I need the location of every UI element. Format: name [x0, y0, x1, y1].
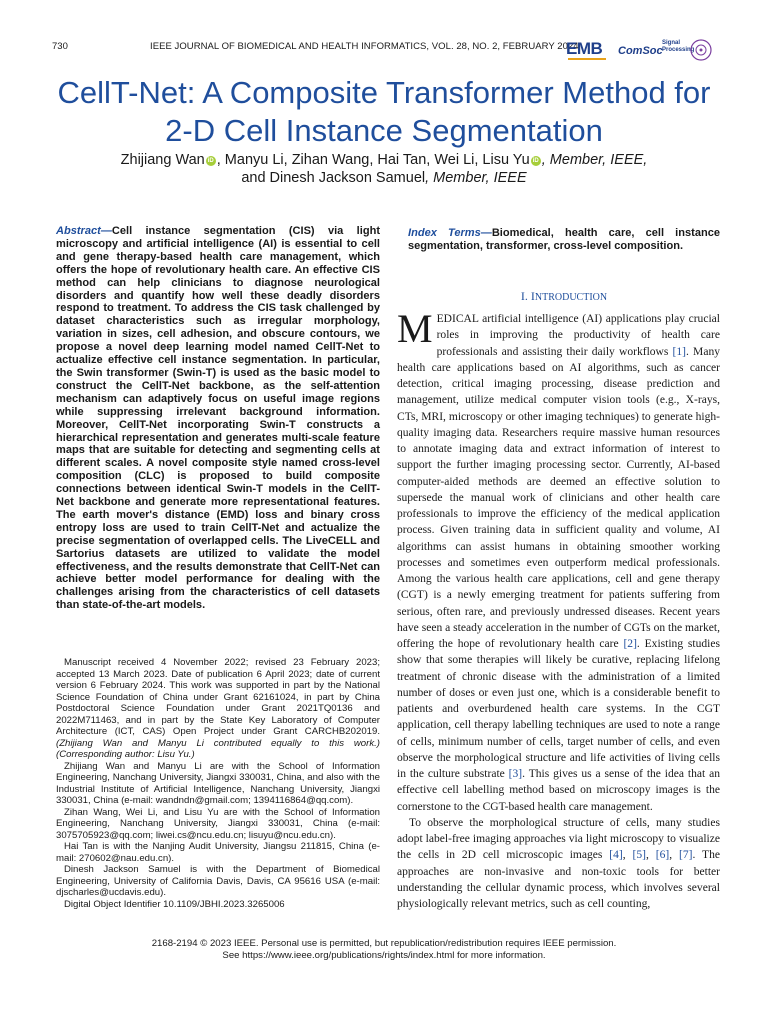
footnote-paragraph: Manuscript received 4 November 2022; revised 23 February 2023; accepted 13 March 2023. Date of publication 6 April 2023; date of current version 6 February 2024. This work was supported in part by the National Science Foundation of China under Grant 62161024, in part by China Postdoctoral Science Foundation under Grant 2021TQ0136 and 2022M711463, and in part by the State Key Laboratory of Computer Architecture (ICT, CAS) Open Project under Grant CARCHB202019. (Zhijiang Wan and Manyu Li contributed equally to this work.) (Corresponding author: Lisu Yu.) [56, 657, 380, 760]
footnote-italic: (Zhijiang Wan and Manyu Li contributed equally to this work.) (Corresponding author: Lisu Yu.) [56, 737, 380, 760]
footnote-paragraph: Dinesh Jackson Samuel is with the Department of Biomedical Engineering, University of California Davis, Davis, CA 95616 USA (e-mail: djscharles@ucdavis.edu). [56, 864, 380, 898]
abstract-text: Cell instance segmentation (CIS) via light microscopy and artificial intelligence (AI) is essential to cell and gene therapy-based health care management, which offers the hope of revolutionary health care. An effective CIS method can help clinicians to diagnose neurological disorders and quantify how well these deadly disorders respond to treatment. To address the CIS task challenged by dataset characteristics such as irregular morphology, variation in sizes, cell adhesion, and obscure contours, we propose a novel deep learning model named CellT-Net to actualize effective cell instance segmentation. In particular, the Swin transformer (Swin-T) is used as the basic model to construct the CellT-Net backbone, as the self-attention mechanism can adaptively focus on useful image regions while suppressing irrelevant background information. Moreover, CellT-Net incorporating Swin-T constructs a hierarchical representation and generates multi-scale feature maps that are suitable for detecting and segmenting cells at different scales. A novel composite style named cross-level composition (CLC) is proposed to build composite connections between identical Swin-T models in the CellT-Net backbone and generate more representational features. The earth mover's distance (EMD) loss and binary cross entropy loss are used to train CellT-Net and actualize the precise segmentation of overlapped cells. The LiveCELL and Sartorius datasets are utilized to validate the model effectiveness, and the results demonstrate that CellT-Net can achieve better model performance for dealing with the challenges arising from the characteristics of cell datasets than state-of-the-art models. [56, 225, 380, 612]
paper-title [40, 74, 728, 150]
comsoc-logo: ComSoc [618, 45, 663, 57]
abstract [56, 225, 380, 612]
section-heading-introduction: I. INTRODUCTION [520, 289, 608, 303]
emb-logo: EMB [566, 39, 603, 58]
citation-link[interactable]: [7] [679, 849, 693, 862]
manuscript-footnote [56, 657, 380, 910]
signal-processing-emblem-icon [688, 37, 714, 63]
footnote-paragraph: Zihan Wang, Wei Li, and Lisu Yu are with the School of Information Engineering, Nanchang University, Jiangxi 330031, China (e-mail: 3075705923@qq.com; liwei.cs@ncu.edu.cn; lisuyu@ncu.edu.cn). [56, 806, 380, 841]
index-terms-label: Index Terms— [408, 227, 492, 239]
orcid-icon[interactable]: iD [532, 158, 539, 164]
index-terms-text: Biomedical, health care, cell instance segmentation, transformer, cross-level composition. [408, 227, 721, 252]
title-line-2: 2-D Cell Instance Segmentation [165, 113, 603, 148]
citation-link[interactable]: [6] [655, 849, 670, 862]
body-paragraph: MEDICAL artificial intelligence (AI) applications play crucial roles in improving the productivity of health care professionals and assisting their daily workflows [1]. Many health care applications based on AI algorithms, such as cancer detection, critical imaging processing, disease prediction and management, utilize medical computer vision tools (e.g., X-rays, CTs, MRI, microscopy or other imaging techniques) to generate high-quality imaging data. Researchers require massive human resources to annotate imaging data and extract information of interest to support the further imaging processing sector. Currently, AI-based computer-aided methods are deemed an effective solution to supersede the manual work of clinicians and other health care professionals to improve the efficiency of the medical application process. Given training data in sufficient quality and volume, AI algorithms can assist humans in obtaining smoother working processes and sometimes even outperform medical professionals. Among the various health care applications, cell and gene therapy (CGT) is a newly emerging treatment for patients suffering from serious, often rare, and previously undressed diseases. Recent years have seen a steady acceleration in the number of CGTs on the market, offering the hope of revolutionary health care [2]. Existing studies show that some therapies will likely be curative, replacing lifelong treatment of chronic disease with the administration of a limited number of doses or even just one, which is a considerable benefit to patients and overburdened health care systems. In the CGT application, cell therapy labelling techniques are used to note a range of cells, minimum number of cells, target number of cells, and even observe the morphological structure and life activities of living cells in the culture substrate [3]. This gives us a sense of the idea that an effective cell labelling method based on microscopy images is the cornerstone to the CGT-based health care management. [397, 306, 720, 813]
member-designation: , Member, IEEE [425, 170, 527, 186]
sps-logo: Signal Processing [662, 40, 695, 53]
authors-middle: , Manyu Li, Zihan Wang, Hai Tan, Wei Li, Lisu Yu [216, 152, 530, 168]
doi-line[interactable]: Digital Object Identifier 10.1109/JBHI.2023.3265006 [64, 898, 285, 910]
citation-link[interactable]: [5] [632, 849, 646, 862]
author-first: Zhijiang Wan [120, 152, 205, 168]
member-designation: , Member, IEEE, [541, 152, 648, 168]
author-last: and Dinesh Jackson Samuel [241, 170, 426, 186]
title-line-1: CellT-Net: A Composite Transformer Method for [57, 75, 711, 110]
copyright-line: 2168-2194 © 2023 IEEE. Personal use is permitted, but republication/redistribution requires IEEE permission. [151, 938, 617, 949]
introduction-body [397, 306, 720, 912]
citation-link[interactable]: [2] [623, 638, 637, 650]
index-terms [408, 227, 720, 253]
footnote-paragraph: Hai Tan is with the Nanjing Audit University, Jiangsu 211815, China (e-mail: 270602@nau.edu.cn). [56, 841, 380, 864]
citation-link[interactable]: [4] [609, 849, 623, 862]
rights-link-line[interactable]: See https://www.ieee.org/publications/rights/index.html for more information. [222, 949, 546, 961]
body-paragraph: To observe the morphological structure of cells, many studies adopt label-free imaging approaches via light microscopy to visualize the cells in 2D cell microscopic images [4], [5], [6], [7]. The approaches are non-invasive and non-toxic tools for better understanding the cellular dynamic process, which involves several physiologically relevant metrics, such as cell counting, [397, 816, 720, 910]
citation-link[interactable]: [1] [672, 345, 687, 358]
society-logos [566, 37, 726, 63]
author-list [60, 151, 708, 187]
orcid-icon[interactable]: iD [207, 158, 214, 164]
drop-cap: M [397, 306, 433, 351]
page-number: 730 [52, 41, 68, 52]
abstract-label: Abstract— [56, 225, 112, 237]
citation-link[interactable]: [3] [508, 768, 523, 780]
copyright-notice [56, 938, 712, 961]
journal-running-header: IEEE JOURNAL OF BIOMEDICAL AND HEALTH INFORMATICS, VOL. 28, NO. 2, FEBRUARY 2024 [150, 41, 579, 52]
emb-swoosh-icon [568, 58, 606, 60]
footnote-paragraph: Zhijiang Wan and Manyu Li are with the School of Information Engineering, Nanchang University, Jiangxi 330031, China, and also with the Industrial Institute of Artificial Intelligence, Nanchang University, Jiangxi 330031, China (e-mail: wandndn@gmail.com; 1394116864@qq.com). [56, 760, 380, 806]
